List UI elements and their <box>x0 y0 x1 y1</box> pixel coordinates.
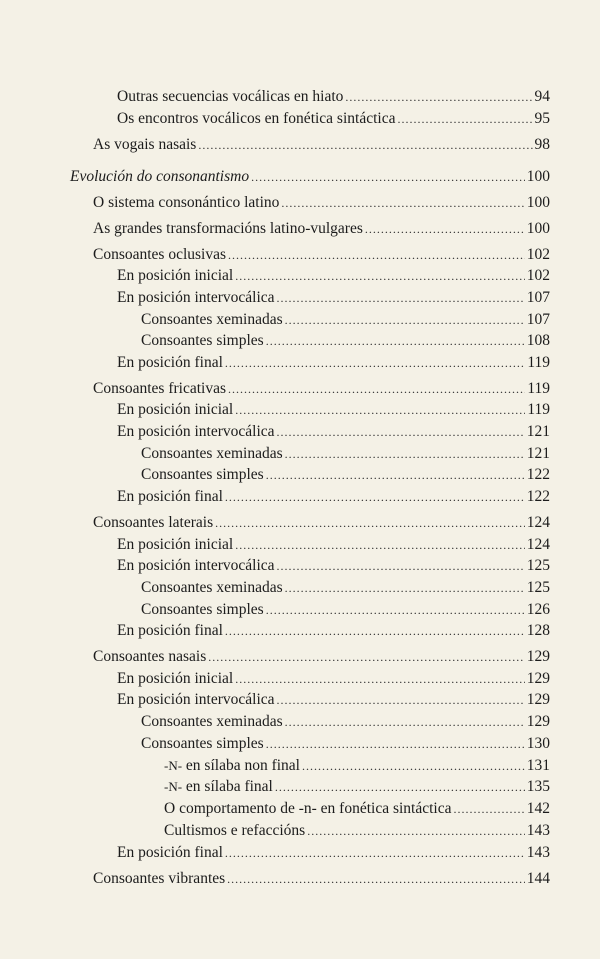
toc-entry-label: -N- en sílaba final <box>164 778 273 795</box>
toc-entry-label: Cultismos e refaccións <box>164 822 306 839</box>
toc-entry-page: 131 <box>526 757 550 774</box>
toc-entry-page: 135 <box>526 778 550 795</box>
dot-leader <box>235 400 525 420</box>
toc-entry-page: 125 <box>526 557 550 574</box>
toc-entry <box>93 647 550 667</box>
toc-entry-page: 95 <box>534 110 550 127</box>
dot-leader <box>228 245 525 265</box>
toc-entry-page: 128 <box>526 622 550 639</box>
toc-entry-page: 125 <box>526 579 550 596</box>
toc-entry-label: O sistema consonántico latino <box>93 194 280 211</box>
toc-entry <box>93 379 550 399</box>
toc-entry-label: En posición intervocálica <box>117 423 275 440</box>
toc-entry <box>141 310 550 330</box>
toc-entry <box>117 669 550 689</box>
toc-entry-page: 144 <box>526 870 550 887</box>
toc-entry-label: En posición final <box>117 488 223 505</box>
toc-entry-label: Consoantes xeminadas <box>141 579 283 596</box>
toc-entry-label: En posición inicial <box>117 536 234 553</box>
toc-entry <box>93 513 550 533</box>
toc-entry-page: 100 <box>526 168 550 185</box>
dot-leader <box>277 288 525 308</box>
toc-entry-label: En posición intervocálica <box>117 289 275 306</box>
dot-leader <box>266 734 525 754</box>
dot-leader <box>454 799 525 819</box>
toc-entry-label: En posición final <box>117 354 223 371</box>
toc-entry-label: Consoantes simples <box>141 735 264 752</box>
dot-leader <box>225 843 525 863</box>
toc-entry <box>141 444 550 464</box>
toc-entry-page: 122 <box>526 488 550 505</box>
dot-leader <box>225 621 525 641</box>
toc-entry-page: 94 <box>534 88 550 105</box>
dot-leader <box>235 535 525 555</box>
toc-entry <box>117 109 550 129</box>
toc-entry-label: Consoantes vibrantes <box>93 870 226 887</box>
toc-entry-label: Consoantes fricativas <box>93 380 227 397</box>
toc-entry-page: 124 <box>526 536 550 553</box>
toc-entry-page: 100 <box>526 194 550 211</box>
toc-entry <box>117 422 550 442</box>
toc-entry-label: En posición intervocálica <box>117 691 275 708</box>
toc-entry <box>141 734 550 754</box>
toc-entry <box>93 219 550 239</box>
toc-entry-label: En posición final <box>117 622 223 639</box>
toc-entry <box>117 690 550 710</box>
dot-leader <box>277 556 525 576</box>
dot-leader <box>215 513 525 533</box>
toc-entry <box>141 712 550 732</box>
toc-entry-page: 129 <box>526 670 550 687</box>
dot-leader <box>227 869 525 889</box>
toc-entry-label: Consoantes simples <box>141 332 264 349</box>
toc-entry-page: 126 <box>526 601 550 618</box>
toc-entry <box>93 869 550 889</box>
toc-entry <box>117 288 550 308</box>
dot-leader <box>266 465 525 485</box>
dot-leader <box>365 219 525 239</box>
toc-entry <box>141 600 550 620</box>
dot-leader <box>225 353 525 373</box>
dot-leader <box>235 266 525 286</box>
toc-entry-label: As grandes transformacións latino-vulgares <box>93 220 363 237</box>
toc-entry-label: En posición inicial <box>117 670 234 687</box>
dot-leader <box>266 331 525 351</box>
toc-entry-page: 98 <box>534 136 550 153</box>
toc-entry-page: 119 <box>527 380 550 397</box>
toc-entry-page: 143 <box>526 844 550 861</box>
dot-leader <box>285 712 525 732</box>
toc-entry-page: 143 <box>526 822 550 839</box>
consonant-symbol: -N- <box>164 779 183 794</box>
toc-entry <box>141 331 550 351</box>
toc-entry-label: Consoantes xeminadas <box>141 713 283 730</box>
toc-entry-label: Os encontros vocálicos en fonética sintáctica <box>117 110 396 127</box>
consonant-symbol: -N- <box>164 758 183 773</box>
toc-entry <box>93 135 550 155</box>
toc-entry <box>117 556 550 576</box>
toc-entry <box>164 821 550 841</box>
toc-entry <box>141 578 550 598</box>
toc-entry-label: Consoantes oclusivas <box>93 246 227 263</box>
dot-leader <box>235 669 525 689</box>
toc-entry <box>117 487 550 507</box>
toc-entry-page: 107 <box>526 289 550 306</box>
toc-entry <box>141 465 550 485</box>
toc-entry-page: 102 <box>526 246 550 263</box>
toc-entry-page: 122 <box>526 466 550 483</box>
dot-leader <box>275 777 525 797</box>
toc-entry <box>117 400 550 420</box>
toc-entry-page: 108 <box>526 332 550 349</box>
toc-entry-page: 107 <box>526 311 550 328</box>
dot-leader <box>277 422 525 442</box>
toc-entry <box>117 621 550 641</box>
toc-entry <box>117 843 550 863</box>
toc-entry-label: En posición final <box>117 844 223 861</box>
toc-entry-label: Consoantes laterais <box>93 514 214 531</box>
dot-leader <box>228 379 525 399</box>
toc-entry-label: Outras secuencias vocálicas en hiato <box>117 88 344 105</box>
toc-entry <box>93 245 550 265</box>
toc-entry-page: 102 <box>526 267 550 284</box>
toc-entry <box>117 266 550 286</box>
dot-leader <box>285 444 525 464</box>
toc-entry <box>93 193 550 213</box>
dot-leader <box>281 193 524 213</box>
dot-leader <box>251 167 525 187</box>
dot-leader <box>277 690 525 710</box>
toc-entry-label: Consoantes simples <box>141 601 264 618</box>
dot-leader <box>307 821 525 841</box>
toc-entry-label: O comportamento de -n- en fonética sintáctica <box>164 800 452 817</box>
toc-entry-label: Consoantes xeminadas <box>141 311 283 328</box>
dot-leader <box>208 647 525 667</box>
toc-entry-page: 142 <box>526 800 550 817</box>
toc-entry-page: 130 <box>526 735 550 752</box>
dot-leader <box>397 109 532 129</box>
toc-entry <box>117 535 550 555</box>
toc-entry <box>117 353 550 373</box>
dot-leader <box>198 135 532 155</box>
toc-entry-page: 119 <box>527 354 550 371</box>
toc-entry-label: Consoantes nasais <box>93 648 207 665</box>
toc-entry-page: 129 <box>526 648 550 665</box>
toc-entry-label: Consoantes xeminadas <box>141 445 283 462</box>
toc-entry <box>117 87 550 107</box>
toc-entry-page: 129 <box>526 691 550 708</box>
dot-leader <box>285 310 525 330</box>
dot-leader <box>285 578 525 598</box>
toc-entry-label: En posición inicial <box>117 401 234 418</box>
toc-section-heading <box>70 167 550 187</box>
dot-leader <box>225 487 525 507</box>
toc-entry-label: -N- en sílaba non final <box>164 757 300 774</box>
toc-entry-label: En posición intervocálica <box>117 557 275 574</box>
toc-entry-page: 124 <box>526 514 550 531</box>
toc-entry-page: 121 <box>526 445 550 462</box>
toc-entry-page: 129 <box>526 713 550 730</box>
toc-entry-label: Evolución do consonantismo <box>70 168 250 185</box>
toc-entry-label: En posición inicial <box>117 267 234 284</box>
toc-entry <box>164 799 550 819</box>
toc-entry-label: As vogais nasais <box>93 136 197 153</box>
dot-leader <box>302 756 525 776</box>
toc-entry <box>164 756 550 776</box>
dot-leader <box>345 87 532 107</box>
toc-entry-label: Consoantes simples <box>141 466 264 483</box>
toc-entry-page: 100 <box>526 220 550 237</box>
toc-entry <box>164 777 550 797</box>
dot-leader <box>266 600 525 620</box>
toc-entry-page: 119 <box>527 401 550 418</box>
toc-entry-page: 121 <box>526 423 550 440</box>
